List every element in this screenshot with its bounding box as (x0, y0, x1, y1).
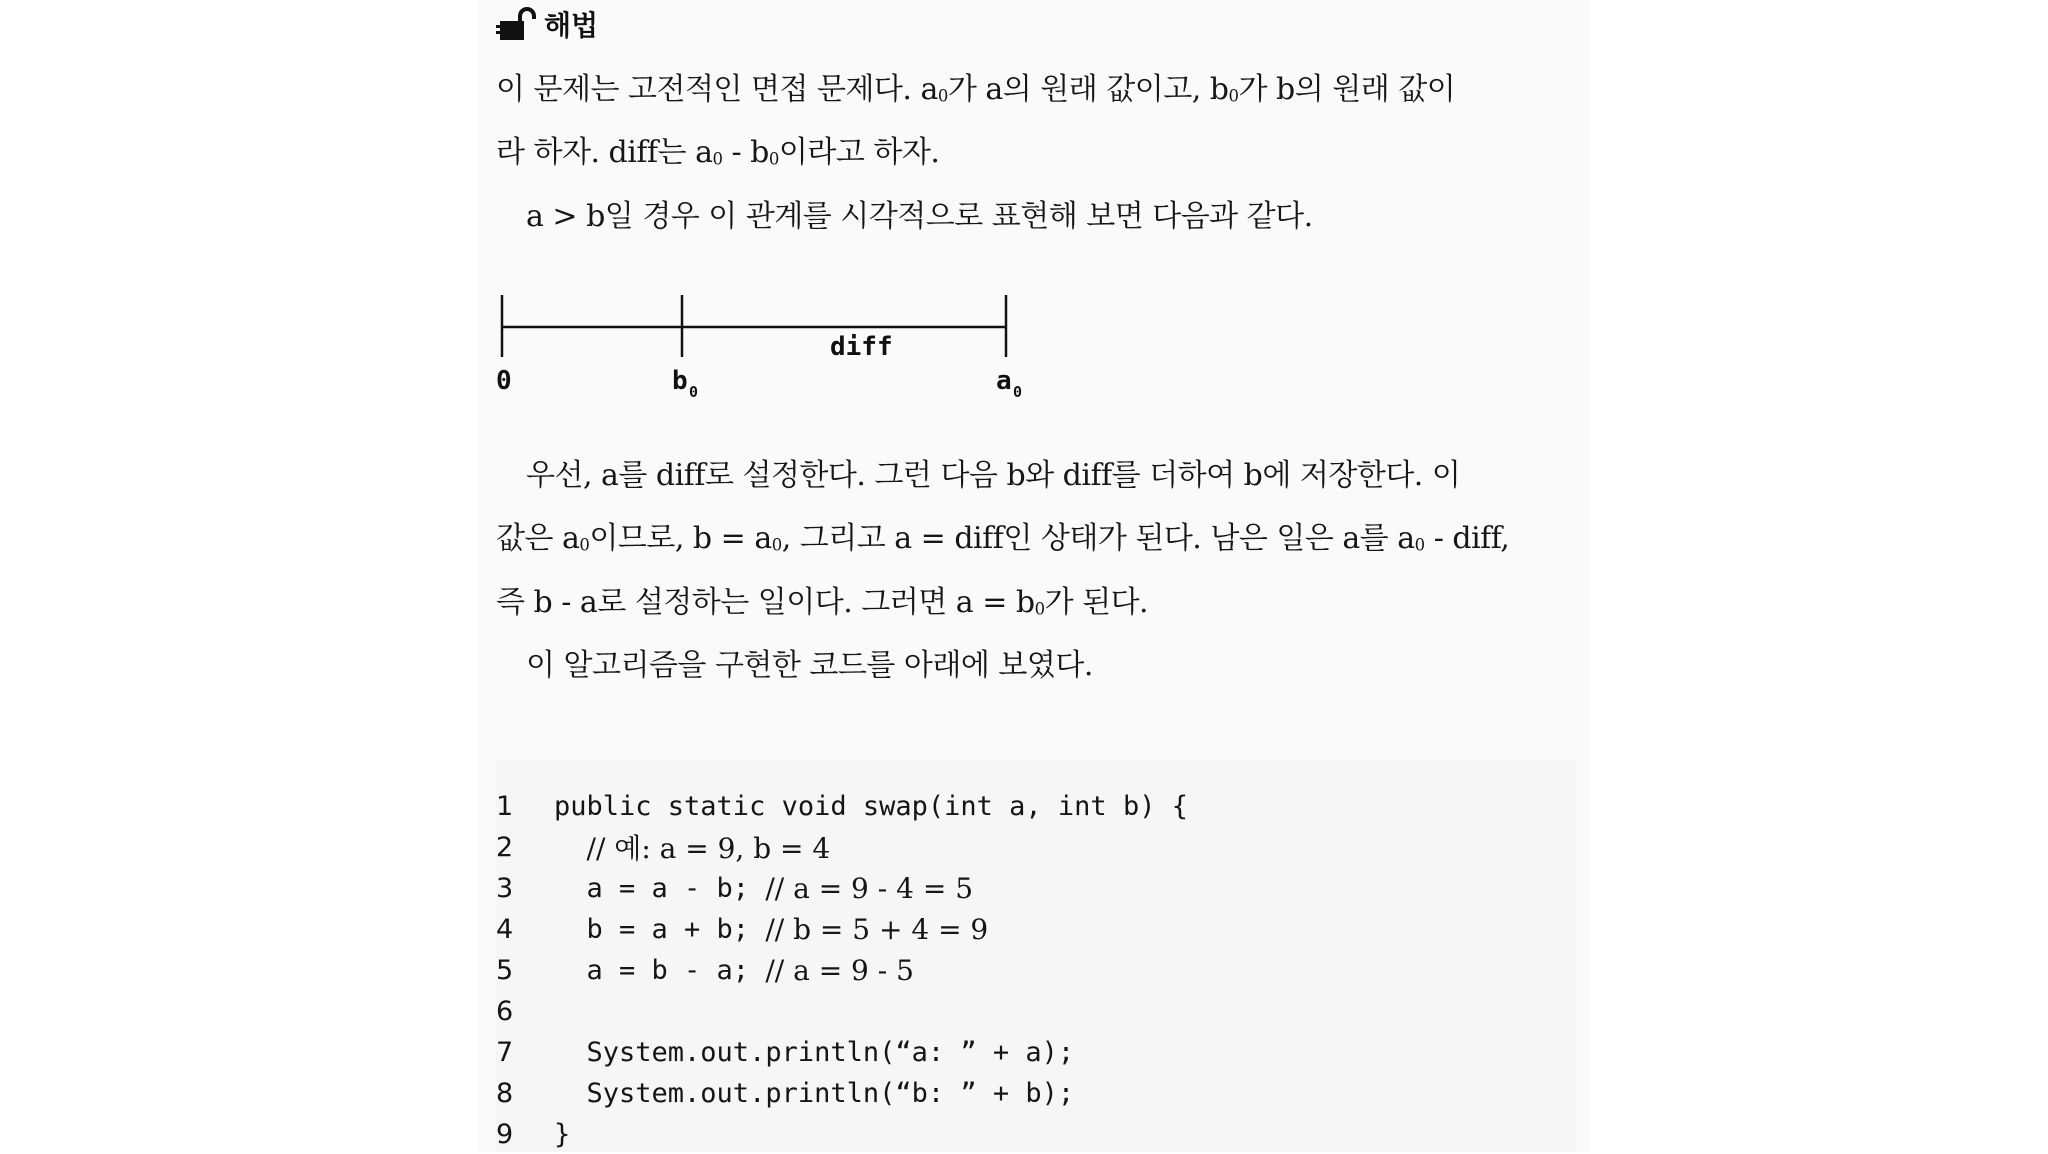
paragraph-3-line-3: 즉 b - a로 설정하는 일이다. 그러면 $a = b_0$가 된다. (496, 585, 1149, 620)
code-block (496, 760, 1576, 1152)
code-line (496, 1032, 1074, 1072)
line-number: 6 (496, 995, 514, 1027)
paragraph-1-line-2: 라 하자. diff는 $a_0 - b_0$이라고 하자. (496, 135, 940, 170)
code-line (496, 827, 830, 867)
line-number: 1 (496, 790, 514, 822)
code-text: } (554, 1118, 571, 1150)
code-line (496, 868, 973, 908)
label-a-subscript: 0 (1013, 383, 1023, 401)
code-text: a = b - a; (554, 954, 766, 986)
number-line-diagram (496, 285, 1023, 415)
code-comment: // 예: a = 9, b = 4 (586, 832, 831, 865)
code-comment: // b = 5 + 4 = 9 (765, 912, 989, 946)
code-line (496, 991, 554, 1031)
code-text: b = a + b; (554, 913, 766, 945)
code-line (496, 1073, 1074, 1113)
line-number: 7 (496, 1036, 514, 1068)
code-comment: // a = 9 - 4 = 5 (765, 871, 974, 905)
code-text: public static void swap(int a, int b) { (554, 790, 1188, 822)
paragraph-3-line-2: 값은 $a_0$이므로, $b = a_0$, 그리고 a = diff인 상태가 된다. 남은 일은 a를 $a_0$ - diff, (496, 521, 1510, 556)
paragraph-1-line-1: 이 문제는 고전적인 면접 문제다. $a_0$가 a의 원래 값이고, $b_0$가 b의 원래 값이 (496, 72, 1456, 107)
paragraph-3-line-1: 우선, a를 diff로 설정한다. 그런 다음 b와 diff를 더하여 b에 저장한다. 이 (526, 458, 1461, 493)
code-text (554, 832, 587, 863)
line-number: 2 (496, 831, 514, 863)
section-heading (496, 2, 598, 46)
label-b: b (672, 366, 688, 396)
code-line (496, 950, 914, 990)
paragraph-4: 이 알고리즘을 구현한 코드를 아래에 보였다. (526, 648, 1093, 683)
line-number: 9 (496, 1118, 514, 1150)
line-number: 4 (496, 913, 514, 945)
label-zero: 0 (496, 366, 512, 396)
code-line (496, 909, 988, 949)
code-line (496, 786, 1188, 826)
label-diff: diff (830, 332, 893, 362)
code-line (496, 1114, 570, 1154)
line-number: 8 (496, 1077, 514, 1109)
label-b-subscript: 0 (689, 383, 699, 401)
paragraph-2: a > b일 경우 이 관계를 시각적으로 표현해 보면 다음과 같다. (526, 199, 1313, 234)
code-text: System.out.println(“b: ” + b); (554, 1077, 1075, 1109)
document-page (478, 0, 1590, 1152)
code-text: a = a - b; (554, 872, 766, 904)
label-a: a (996, 366, 1012, 396)
line-number: 5 (496, 954, 514, 986)
line-number: 3 (496, 872, 514, 904)
unlocked-padlock-icon (496, 7, 538, 41)
heading-title: 해법 (544, 9, 599, 42)
code-text: System.out.println(“a: ” + a); (554, 1036, 1075, 1068)
code-comment: // a = 9 - 5 (765, 953, 914, 987)
